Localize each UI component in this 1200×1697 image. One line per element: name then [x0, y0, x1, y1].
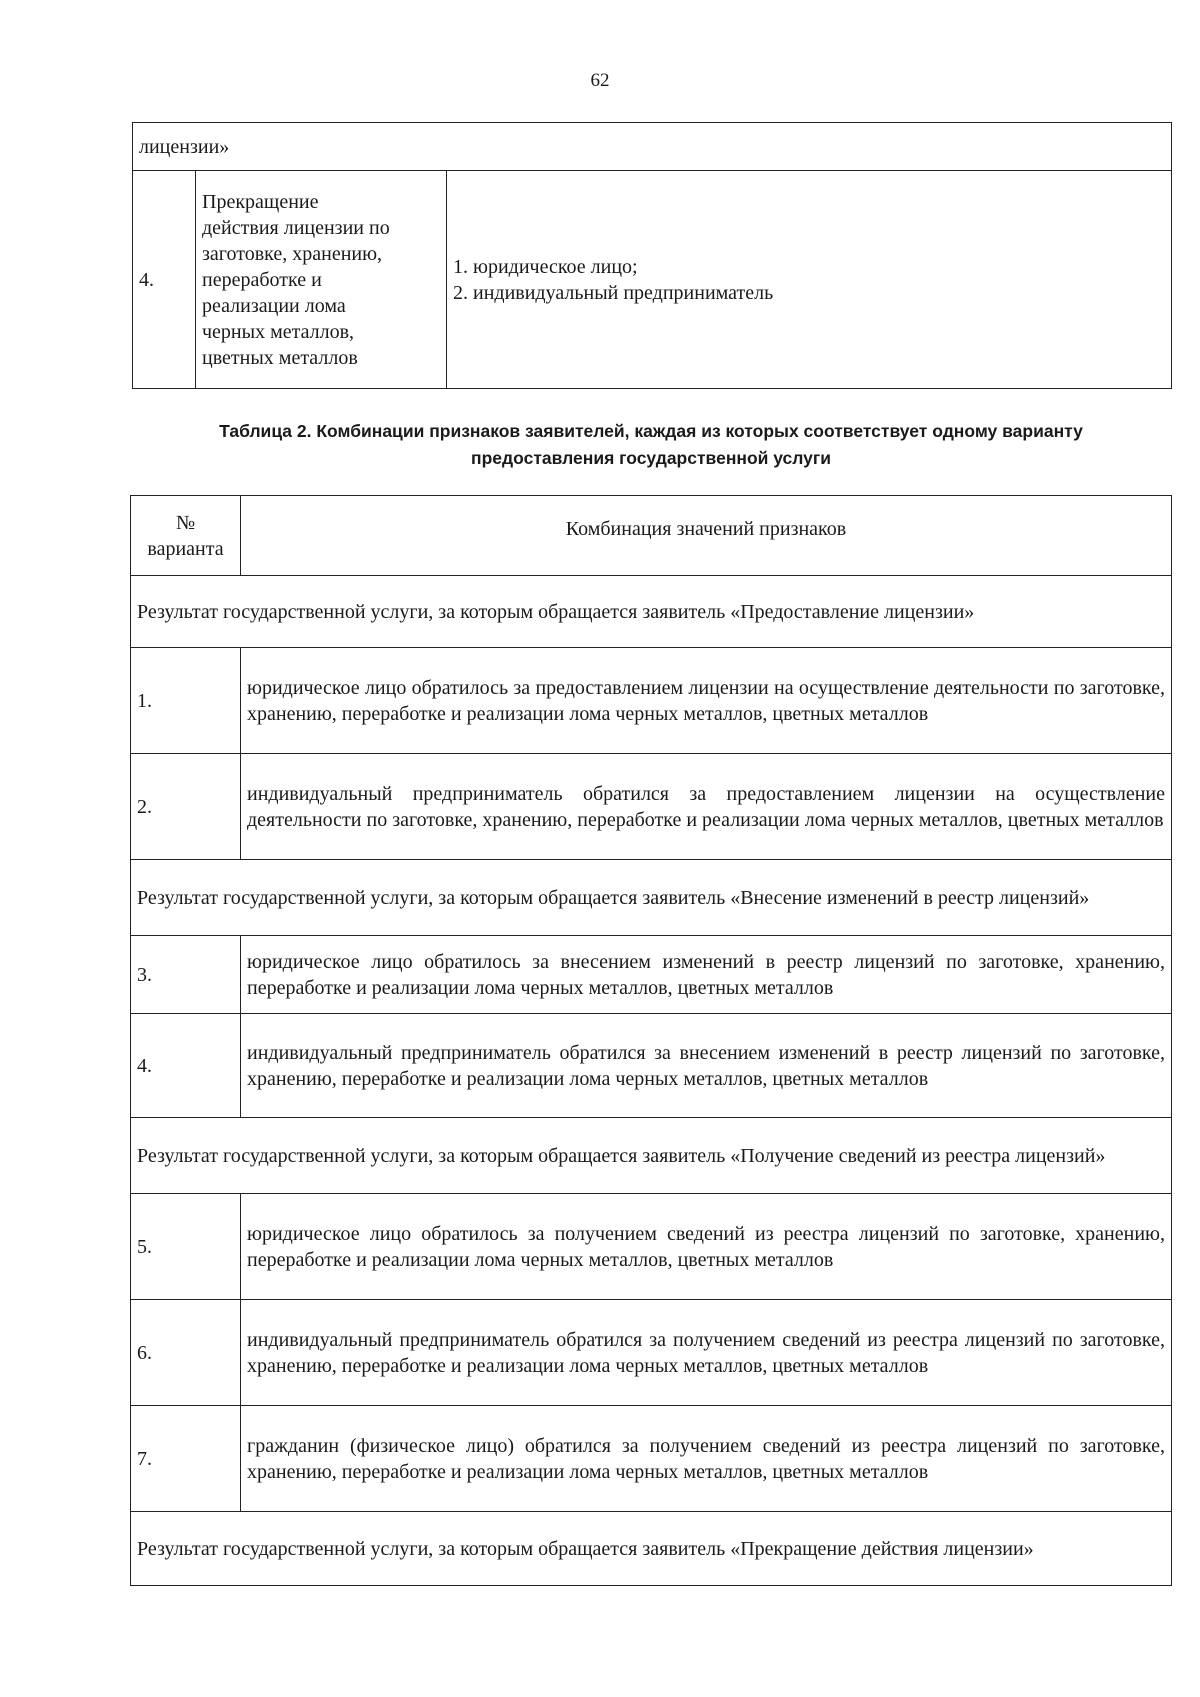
variant-number: 2. [131, 754, 241, 860]
criterion-name [196, 171, 447, 389]
variant-number: 5. [131, 1194, 241, 1300]
caption-line: предоставления государственной услуги [471, 448, 831, 468]
variant-description: гражданин (физическое лицо) обратился за получением сведений из реестра лицензий по заготовке, хранению, переработке и реализации лома черных металлов, цветных металлов [241, 1406, 1172, 1512]
page-number: 62 [590, 70, 610, 91]
variant-description: юридическое лицо обратилось за получением сведений из реестра лицензий по заготовке, хранению, переработке и реализации лома черных металлов, цветных металлов [241, 1194, 1172, 1300]
section-title: Результат государственной услуги, за которым обращается заявитель «Внесение изменений в реестр лицензий» [131, 860, 1172, 936]
section-title: Результат государственной услуги, за которым обращается заявитель «Прекращение действия лицензии» [131, 1512, 1172, 1586]
header-number-label: варианта [147, 537, 224, 560]
header-number [131, 496, 241, 576]
variant-description: юридическое лицо обратилось за предоставлением лицензии на осуществление деятельности по заготовке, хранению, переработке и реализации лома черных металлов, цветных металлов [241, 648, 1172, 754]
variant-description: юридическое лицо обратилось за внесением изменений в реестр лицензий по заготовке, хранению, переработке и реализации лома черных металлов, цветных металлов [241, 936, 1172, 1014]
continuation-cell: лицензии» [133, 123, 1172, 171]
row-number: 4. [133, 171, 196, 389]
section-title: Результат государственной услуги, за которым обращается заявитель «Получение сведений из реестра лицензий» [131, 1118, 1172, 1194]
section-title: Результат государственной услуги, за которым обращается заявитель «Предоставление лицензии» [131, 576, 1172, 648]
table-combinations [130, 495, 1172, 1586]
criterion-value: 2. индивидуальный предприниматель [453, 281, 774, 304]
variant-number: 7. [131, 1406, 241, 1512]
criterion-line: действия лицензии по [202, 216, 390, 239]
criterion-values [447, 171, 1172, 389]
table-caption [130, 418, 1172, 472]
variant-number: 6. [131, 1300, 241, 1406]
variant-description: индивидуальный предприниматель обратился за внесением изменений в реестр лицензий по заготовке, хранению, переработке и реализации лома черных металлов, цветных металлов [241, 1014, 1172, 1118]
header-combination: Комбинация значений признаков [241, 496, 1172, 576]
variant-number: 3. [131, 936, 241, 1014]
criterion-line: реализации лома [202, 294, 346, 317]
criterion-line: переработке и [202, 268, 322, 291]
table-continuation [132, 122, 1172, 389]
criterion-line: черных металлов, [202, 320, 355, 343]
criterion-line: цветных металлов [202, 346, 358, 369]
caption-line: Таблица 2. Комбинации признаков заявителей, каждая из которых соответствует одному варианту [219, 421, 1083, 441]
header-number-sign: № [175, 511, 196, 534]
criterion-line: заготовке, хранению, [202, 242, 383, 265]
variant-number: 1. [131, 648, 241, 754]
criterion-line: Прекращение [202, 190, 319, 213]
variant-description: индивидуальный предприниматель обратился за предоставлением лицензии на осуществление деятельности по заготовке, хранению, переработке и реализации лома черных металлов, цветных металлов [241, 754, 1172, 860]
criterion-value: 1. юридическое лицо; [453, 255, 638, 278]
variant-description: индивидуальный предприниматель обратился за получением сведений из реестра лицензий по заготовке, хранению, переработке и реализации лома черных металлов, цветных металлов [241, 1300, 1172, 1406]
variant-number: 4. [131, 1014, 241, 1118]
